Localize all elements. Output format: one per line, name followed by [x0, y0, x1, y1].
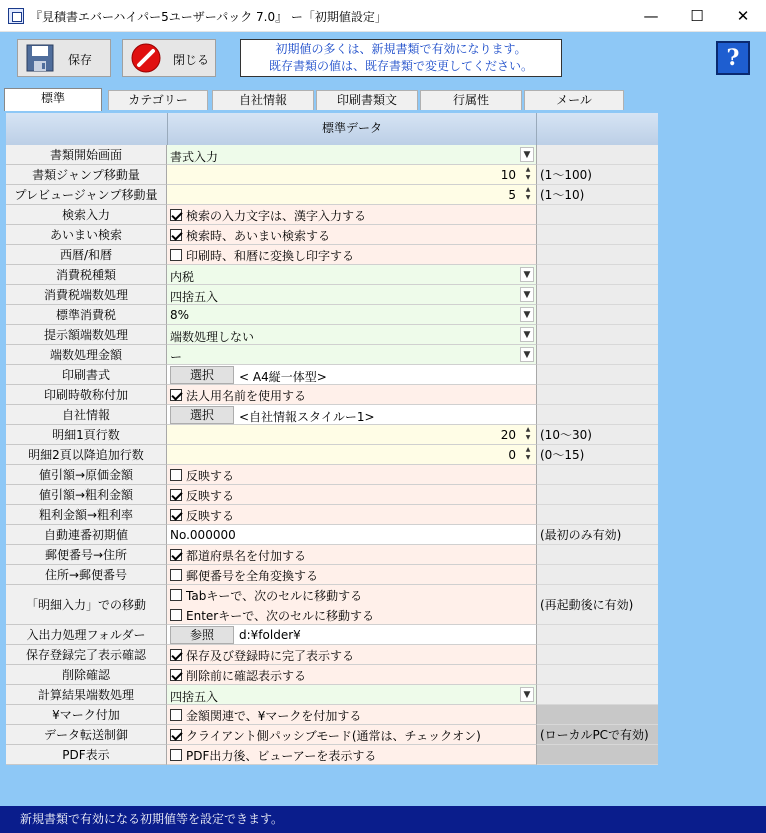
- stepper-value: 10: [500, 168, 516, 182]
- row-label: 「明細入力」での移動: [6, 585, 167, 625]
- spin-arrows-icon[interactable]: ▲ ▼: [525, 446, 531, 461]
- honorific-checkbox[interactable]: [167, 385, 537, 405]
- row-note: [537, 645, 658, 665]
- row-note: [537, 405, 658, 425]
- row-label: プレビュージャンプ移動量: [6, 185, 167, 205]
- delete-confirm-checkbox[interactable]: [167, 665, 537, 685]
- postal-fullwidth-checkbox[interactable]: [167, 565, 537, 585]
- print-format-value: < A4縦一体型>: [239, 370, 327, 384]
- checkbox-icon[interactable]: [170, 509, 182, 521]
- checkbox-icon[interactable]: [170, 229, 182, 241]
- tab-company-info[interactable]: 自社情報: [212, 90, 314, 110]
- fuzzy-search-checkbox[interactable]: [167, 225, 537, 245]
- checkbox-label: 金額関連で、¥マークを付加する: [186, 708, 362, 723]
- row-note: [537, 345, 658, 365]
- row-note: [537, 245, 658, 265]
- row-note: (1〜10): [537, 185, 658, 205]
- row-label: ¥マーク付加: [6, 705, 167, 725]
- row-note: [537, 665, 658, 685]
- row-note: (ローカルPCで有効): [537, 725, 658, 745]
- japanese-era-checkbox[interactable]: [167, 245, 537, 265]
- company-info-cell: [167, 405, 537, 425]
- rounding-amount-select[interactable]: [167, 345, 537, 365]
- detail-lines-stepper[interactable]: [167, 425, 537, 445]
- row-label: 検索入力: [6, 205, 167, 225]
- chevron-down-icon[interactable]: ▼: [520, 267, 534, 282]
- close-label: 閉じる: [173, 53, 210, 67]
- doc-jump-amount-stepper[interactable]: [167, 165, 537, 185]
- checkbox-icon[interactable]: [170, 249, 182, 261]
- chevron-down-icon[interactable]: ▼: [520, 687, 534, 702]
- row-note: [537, 285, 658, 305]
- grid-row: [6, 425, 658, 445]
- chevron-down-icon[interactable]: ▼: [520, 307, 534, 322]
- row-label: 明細2頁以降追加行数: [6, 445, 167, 465]
- row-label: 自動連番初期値: [6, 525, 167, 545]
- checkbox-label: PDF出力後、ビューアーを表示する: [186, 748, 377, 763]
- app-icon: [8, 8, 24, 24]
- yen-mark-checkbox[interactable]: [167, 705, 537, 725]
- grid-row: [6, 225, 658, 245]
- folder-path-field[interactable]: d:¥folder¥: [239, 628, 301, 642]
- checkbox-label: 削除前に確認表示する: [186, 668, 307, 683]
- grid-row: [6, 245, 658, 265]
- maximize-button[interactable]: ☐: [690, 7, 704, 25]
- floppy-disk-icon: [26, 44, 54, 72]
- grid-row: [6, 345, 658, 365]
- row-label: 住所→郵便番号: [6, 565, 167, 585]
- row-note: [537, 685, 658, 705]
- grid-row: [6, 565, 658, 585]
- grid-row: [6, 485, 658, 505]
- row-label: 消費税端数処理: [6, 285, 167, 305]
- row-note: [537, 545, 658, 565]
- chevron-down-icon[interactable]: ▼: [520, 147, 534, 162]
- close-dialog-button[interactable]: [122, 39, 216, 77]
- row-label: 自社情報: [6, 405, 167, 425]
- row-label: 消費税種類: [6, 265, 167, 285]
- row-label: 値引額→原価金額: [6, 465, 167, 485]
- checkbox-label: Tabキーで、次のセルに移動する: [186, 588, 363, 603]
- grid-row: [6, 705, 658, 725]
- select-value: 8%: [170, 308, 190, 322]
- row-note: (最初のみ有効): [537, 525, 658, 545]
- help-icon[interactable]: ?: [716, 41, 750, 75]
- tab-mail[interactable]: メール: [524, 90, 624, 110]
- row-label: 書類ジャンプ移動量: [6, 165, 167, 185]
- spin-arrows-icon[interactable]: ▲ ▼: [525, 166, 531, 181]
- company-style-value: <自社情報スタイルー1>: [239, 410, 375, 424]
- row-note: [537, 505, 658, 525]
- window-title: 『見積書エバーハイパー5ユーザーパック 7.0』 ー「初期値設定」: [30, 10, 387, 24]
- row-label: 書類開始画面: [6, 145, 167, 165]
- profit-rate-checkbox[interactable]: [167, 505, 537, 525]
- doc-start-screen-select[interactable]: [167, 145, 537, 165]
- field-value: No.000000: [170, 528, 236, 542]
- row-label: 削除確認: [6, 665, 167, 685]
- grid-row: [6, 625, 658, 645]
- discount-cost-checkbox[interactable]: [167, 465, 537, 485]
- additional-lines-stepper[interactable]: [167, 445, 537, 465]
- checkbox-icon[interactable]: [170, 589, 182, 601]
- info-line-1: 初期値の多くは、新規書類で有効になります。: [275, 42, 527, 56]
- row-note: [537, 625, 658, 645]
- select-value: 四捨五入: [170, 690, 219, 704]
- grid-row: [6, 145, 658, 165]
- checkbox-icon[interactable]: [170, 609, 182, 621]
- checkbox-label: 検索時、あいまい検索する: [186, 228, 331, 243]
- grid-row: [6, 185, 658, 205]
- grid-row: [6, 645, 658, 665]
- minimize-button[interactable]: —: [643, 7, 659, 25]
- grid-row: [6, 665, 658, 685]
- tab-print-text[interactable]: 印刷書類文: [316, 90, 418, 110]
- grid-row: [6, 505, 658, 525]
- row-label: 提示額端数処理: [6, 325, 167, 345]
- close-window-button[interactable]: ✕: [736, 7, 750, 25]
- grid-row: [6, 205, 658, 225]
- checkbox-icon[interactable]: [170, 209, 182, 221]
- browse-folder-button[interactable]: 参照: [170, 626, 234, 644]
- grid-header-left: [6, 113, 167, 145]
- row-label: 明細1頁行数: [6, 425, 167, 445]
- grid-row: [6, 285, 658, 305]
- postal-prefecture-checkbox[interactable]: [167, 545, 537, 565]
- checkbox-icon[interactable]: [170, 709, 182, 721]
- row-label: 入出力処理フォルダー: [6, 625, 167, 645]
- row-note: [537, 205, 658, 225]
- stepper-value: 5: [508, 188, 516, 202]
- select-value: ー: [170, 350, 183, 364]
- io-folder-cell: [167, 625, 537, 645]
- select-print-format-button[interactable]: 選択: [170, 366, 234, 384]
- tab-line-attributes[interactable]: 行属性: [420, 90, 522, 110]
- stepper-value: 0: [508, 448, 516, 462]
- row-note: (0〜15): [537, 445, 658, 465]
- row-label: 標準消費税: [6, 305, 167, 325]
- select-value: 端数処理しない: [170, 330, 255, 344]
- grid-row: [6, 685, 658, 705]
- row-note: [537, 705, 658, 725]
- settings-grid: [6, 113, 658, 765]
- row-label: 計算結果端数処理: [6, 685, 167, 705]
- row-note: [537, 745, 658, 765]
- row-note: [537, 265, 658, 285]
- grid-row: [6, 745, 658, 765]
- tax-type-select[interactable]: [167, 265, 537, 285]
- row-label: 西暦/和暦: [6, 245, 167, 265]
- row-label: 印刷書式: [6, 365, 167, 385]
- row-note: [537, 485, 658, 505]
- grid-row: [6, 545, 658, 565]
- checkbox-label: 反映する: [186, 508, 235, 523]
- grid-row: [6, 265, 658, 285]
- grid-row: [6, 465, 658, 485]
- checkbox-icon[interactable]: [170, 749, 182, 761]
- grid-row: [6, 385, 658, 405]
- grid-row: [6, 525, 658, 545]
- row-note: [537, 325, 658, 345]
- checkbox-label: 印刷時、和暦に変換し印字する: [186, 248, 355, 263]
- grid-row: [6, 445, 658, 465]
- spin-arrows-icon[interactable]: ▲ ▼: [525, 186, 531, 201]
- spin-arrows-icon[interactable]: ▲ ▼: [525, 426, 531, 441]
- grid-row: [6, 405, 658, 425]
- row-note: [537, 305, 658, 325]
- row-note: (1〜100): [537, 165, 658, 185]
- row-note: (再起動後に有効): [537, 585, 658, 625]
- checkbox-icon[interactable]: [170, 569, 182, 581]
- main-client-area: [0, 32, 766, 833]
- select-value: 内税: [170, 270, 195, 284]
- checkbox-label: 法人用名前を使用する: [186, 388, 307, 403]
- row-note: [537, 145, 658, 165]
- tab-standard[interactable]: 標準: [4, 88, 102, 111]
- grid-header: 標準データ: [167, 113, 537, 145]
- row-label: 値引額→粗利金額: [6, 485, 167, 505]
- stepper-value: 20: [500, 428, 516, 442]
- select-company-style-button[interactable]: 選択: [170, 406, 234, 424]
- pdf-viewer-checkbox[interactable]: [167, 745, 537, 765]
- status-bar: 新規書類で有効になる初期値等を設定できます。: [0, 806, 766, 833]
- save-complete-checkbox[interactable]: [167, 645, 537, 665]
- grid-row: [6, 725, 658, 745]
- grid-row: [6, 365, 658, 385]
- grid-row: [6, 305, 658, 325]
- grid-row: [6, 585, 658, 625]
- row-label: PDF表示: [6, 745, 167, 765]
- row-label: 粗利金額→粗利率: [6, 505, 167, 525]
- serial-number-field[interactable]: [167, 525, 537, 545]
- no-entry-icon: [131, 43, 161, 73]
- preview-jump-amount-stepper[interactable]: [167, 185, 537, 205]
- checkbox-label: 反映する: [186, 468, 235, 483]
- checkbox-icon[interactable]: [170, 489, 182, 501]
- title-bar: [0, 0, 766, 32]
- tax-rounding-select[interactable]: [167, 285, 537, 305]
- checkbox-icon[interactable]: [170, 469, 182, 481]
- checkbox-icon[interactable]: [170, 669, 182, 681]
- discount-profit-checkbox[interactable]: [167, 485, 537, 505]
- row-note: [537, 465, 658, 485]
- select-value: 四捨五入: [170, 290, 219, 304]
- select-value: 書式入力: [170, 150, 219, 164]
- grid-header-right: [537, 113, 658, 145]
- row-label: 郵便番号→住所: [6, 545, 167, 565]
- passive-mode-checkbox[interactable]: [167, 725, 537, 745]
- checkbox-label: 保存及び登録時に完了表示する: [186, 648, 355, 663]
- checkbox-label: 郵便番号を全角変換する: [186, 568, 319, 583]
- row-label: 端数処理金額: [6, 345, 167, 365]
- enter-move-checkbox[interactable]: [167, 605, 536, 625]
- checkbox-icon[interactable]: [170, 729, 182, 741]
- row-note: [537, 225, 658, 245]
- row-note: (10〜30): [537, 425, 658, 445]
- row-label: 印刷時敬称付加: [6, 385, 167, 405]
- standard-tax-select[interactable]: [167, 305, 537, 325]
- print-format-cell: [167, 365, 537, 385]
- checkbox-label: 都道府県名を付加する: [186, 548, 307, 563]
- info-message-box: [240, 39, 562, 77]
- row-label: 保存登録完了表示確認: [6, 645, 167, 665]
- checkbox-icon[interactable]: [170, 649, 182, 661]
- row-note: [537, 385, 658, 405]
- chevron-down-icon[interactable]: ▼: [520, 347, 534, 362]
- checkbox-label: クライアント側パッシブモード(通常は、チェックオン): [186, 728, 481, 743]
- checkbox-label: Enterキーで、次のセルに移動する: [186, 608, 374, 623]
- tab-move-checkbox[interactable]: [167, 585, 536, 605]
- quote-rounding-select[interactable]: [167, 325, 537, 345]
- checkbox-label: 反映する: [186, 488, 235, 503]
- row-label: あいまい検索: [6, 225, 167, 245]
- chevron-down-icon[interactable]: ▼: [520, 327, 534, 342]
- calc-rounding-select[interactable]: [167, 685, 537, 705]
- search-kanji-checkbox[interactable]: [167, 205, 537, 225]
- checkbox-icon[interactable]: [170, 549, 182, 561]
- checkbox-icon[interactable]: [170, 389, 182, 401]
- row-label: データ転送制御: [6, 725, 167, 745]
- save-button[interactable]: [17, 39, 111, 77]
- save-label: 保存: [68, 53, 93, 67]
- detail-move-cell: [167, 585, 537, 625]
- tab-category[interactable]: カテゴリー: [108, 90, 208, 110]
- grid-row: [6, 325, 658, 345]
- row-note: [537, 565, 658, 585]
- row-note: [537, 365, 658, 385]
- grid-row: [6, 165, 658, 185]
- chevron-down-icon[interactable]: ▼: [520, 287, 534, 302]
- checkbox-label: 検索の入力文字は、漢字入力する: [186, 208, 367, 223]
- info-line-2: 既存書類の値は、既存書類で変更してください。: [268, 59, 533, 73]
